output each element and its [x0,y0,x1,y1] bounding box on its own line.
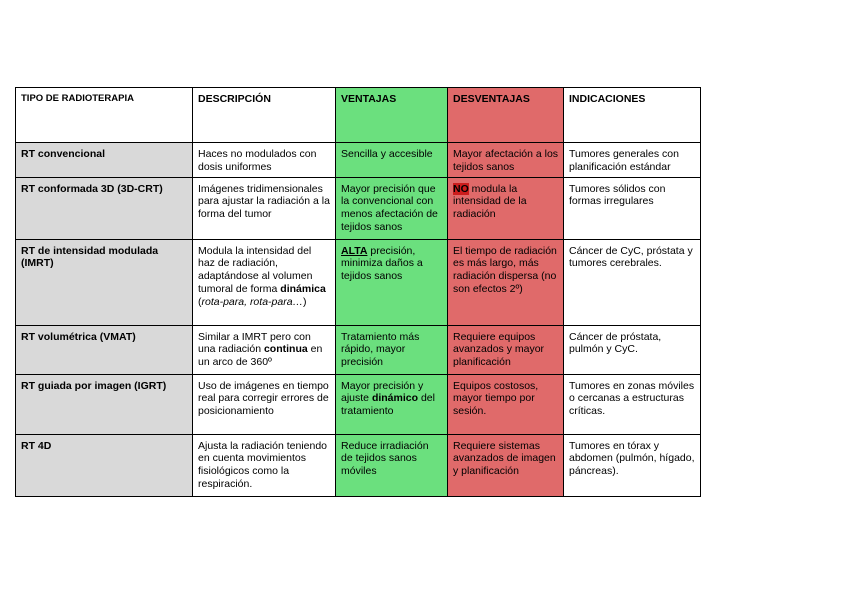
desc-italic: rota-para, rota-para… [201,295,304,308]
row-ventajas: Tratamiento más rápido, mayor precisión [336,325,448,374]
row-desventajas: Mayor afectación a los tejidos sanos [448,143,564,178]
vent-text: Mayor precisión y ajuste [341,379,424,405]
row-desventajas [448,177,564,239]
row-desventajas: Requiere equipos avanzados y mayor planificación [448,325,564,374]
row-indicaciones: Tumores en zonas móviles o cercanas a estructuras críticas. [564,374,701,434]
table-header-row [16,88,701,143]
row-desventajas: Requiere sistemas avanzados de imagen y planificación [448,434,564,496]
row-ventajas [336,374,448,434]
row-name: RT guiada por imagen (IGRT) [16,374,193,434]
desc-text: ) [303,295,307,308]
row-name: RT convencional [16,143,193,178]
row-descripcion: Haces no modulados con dosis uniformes [193,143,336,178]
row-descripcion [193,239,336,325]
header-descripcion: DESCRIPCIÓN [193,88,336,143]
row-ventajas: Sencilla y accesible [336,143,448,178]
row-indicaciones: Tumores generales con planificación estándar [564,143,701,178]
row-name: RT conformada 3D (3D-CRT) [16,177,193,239]
row-ventajas: Mayor precisión que la convencional con menos afectación de tejidos sanos [336,177,448,239]
header-desventajas: DESVENTAJAS [448,88,564,143]
vent-text: del tratamiento [341,392,435,418]
vent-bold: dinámico [371,392,419,405]
desc-text: ( [198,295,202,308]
desc-text: en un arco de 360º [198,343,323,369]
table-row [16,325,701,374]
row-desventajas: El tiempo de radiación es más largo, más radiación dispersa (no son efectos 2º) [448,239,564,325]
radiotherapy-table [15,87,701,497]
table-row [16,177,701,239]
row-indicaciones: Cáncer de CyC, próstata y tumores cerebrales. [564,239,701,325]
highlight-alta: ALTA [341,244,368,257]
row-desventajas-text: modula la intensidad de la radiación [453,182,527,221]
row-desventajas: Equipos costosos, mayor tiempo por sesión. [448,374,564,434]
desc-text: Similar a IMRT pero con una radiación [198,330,311,356]
row-descripcion: Ajusta la radiación teniendo en cuenta movimientos fisiológicos como la respiración. [193,434,336,496]
row-name: RT 4D [16,434,193,496]
table-row [16,239,701,325]
row-descripcion: Uso de imágenes en tiempo real para corregir errores de posicionamiento [193,374,336,434]
row-ventajas: Reduce irradiación de tejidos sanos móviles [336,434,448,496]
row-indicaciones: Tumores sólidos con formas irregulares [564,177,701,239]
header-ventajas: VENTAJAS [336,88,448,143]
header-indicaciones: INDICACIONES [564,88,701,143]
table-row [16,374,701,434]
desc-bold: continua [263,343,308,356]
table-row [16,434,701,496]
highlight-no: NO [453,182,469,195]
row-name: RT de intensidad modulada (IMRT) [16,239,193,325]
row-name: RT volumétrica (VMAT) [16,325,193,374]
row-indicaciones: Tumores en tórax y abdomen (pulmón, hígado, páncreas). [564,434,701,496]
row-descripcion: Imágenes tridimensionales para ajustar la radiación a la forma del tumor [193,177,336,239]
row-ventajas [336,239,448,325]
desc-text: Modula la intensidad del haz de radiación, adaptándose al volumen tumoral de forma [198,244,313,295]
header-tipo: TIPO DE RADIOTERAPIA [16,88,193,143]
table-row [16,143,701,178]
row-ventajas-text: precisión, minimiza daños a tejidos sanos [341,244,423,283]
row-indicaciones: Cáncer de próstata, pulmón y CyC. [564,325,701,374]
desc-bold: dinámica [280,282,326,295]
row-descripcion [193,325,336,374]
